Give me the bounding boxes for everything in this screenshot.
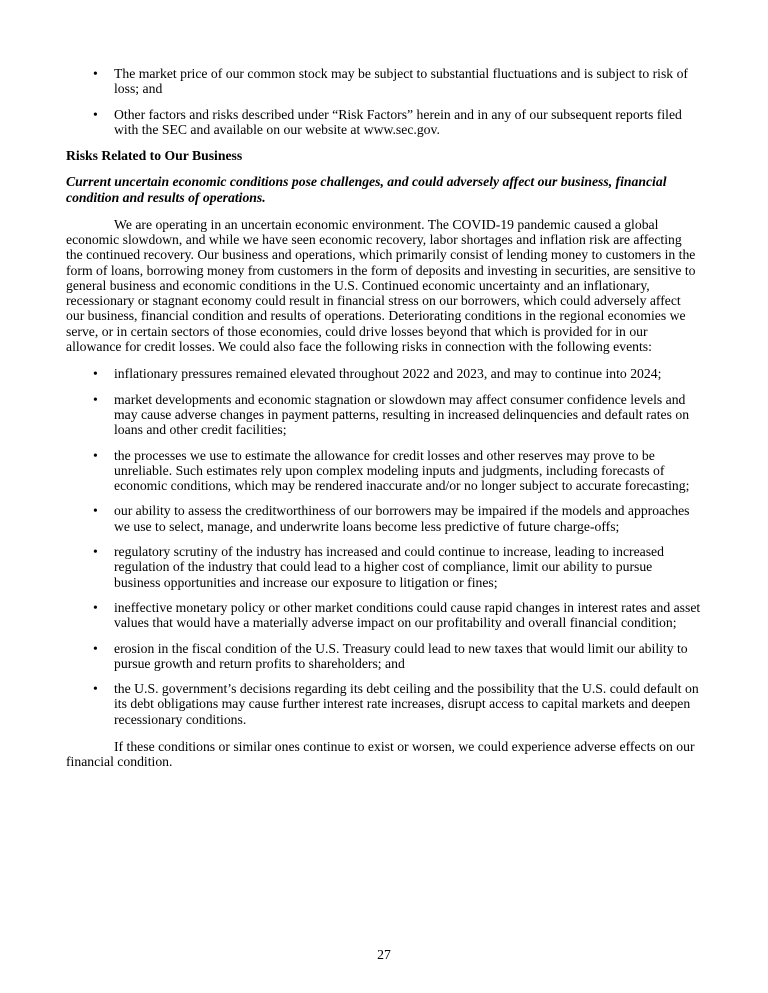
risk-bullet-text: the U.S. government’s decisions regarding its debt ceiling and the possibility that the U.S. could default on its debt obligations may cause further interest rate increases, disrupt access to capital markets and deepen recessionary conditions. — [114, 681, 699, 727]
risk-bullet-item — [66, 392, 701, 438]
bullet-icon: • — [93, 391, 98, 407]
risk-bullet-text: our ability to assess the creditworthiness of our borrowers may be impaired if the models and approaches we use to select, manage, and underwrite loans become less predictive of future charge-offs; — [114, 503, 690, 534]
top-bullet-item — [66, 66, 701, 97]
bullet-icon: • — [93, 366, 98, 382]
section-heading: Risks Related to Our Business — [66, 148, 243, 164]
risk-bullet-item — [66, 641, 701, 672]
risk-bullet-text: market developments and economic stagnation or slowdown may affect consumer confidence levels and may cause adverse changes in payment patterns, resulting in increased delinquencies and default rates on loans and other credit facilities; — [114, 391, 690, 438]
risk-bullet-item — [66, 503, 701, 534]
top-bullet-list — [66, 66, 701, 137]
top-bullet-text: The market price of our common stock may be subject to substantial fluctuations and is subject to risk of loss; and — [114, 66, 688, 97]
bullet-icon: • — [93, 681, 98, 697]
risk-bullet-text: ineffective monetary policy or other market conditions could cause rapid changes in interest rates and asset values that would have a materially adverse impact on our profitability and overall financial condition; — [114, 599, 701, 631]
bullet-icon: • — [93, 106, 98, 122]
bullet-icon: • — [93, 503, 98, 519]
risk-bullet-item — [66, 448, 701, 494]
page-number: 27 — [377, 946, 391, 962]
closing-paragraph: If these conditions or similar ones continue to exist or worsen, we could experience adverse effects on our financial condition. — [66, 738, 695, 770]
top-bullet-text: Other factors and risks described under “Risk Factors” herein and in any of our subsequent reports filed with the SEC and available on our website at www.sec.gov. — [114, 106, 682, 137]
bullet-icon: • — [93, 640, 98, 656]
intro-paragraph: We are operating in an uncertain economic environment. The COVID-19 pandemic caused a global economic slowdown, and while we have seen economic recovery, labor shortages and inflation risk are affecting the continued recovery. Our business and operations, which primarily consist of lending money to customers in the form of loans, borrowing money from customers in the form of deposits and investing in securities, are sensitive to general business and economic conditions in the U.S. Continued economic uncertainty and an inflationary, recessionary or stagnant economy could result in financial stress on our borrowers, which could adversely affect our business, financial condition and results of operations. Deteriorating conditions in the regional economies we serve, or in certain sectors of those economies, could drive losses beyond that which is provided for in our allowance for credit losses. We could also face the following risks in connection with the following events: — [66, 216, 696, 355]
risk-bullet-text: regulatory scrutiny of the industry has increased and could continue to increase, leading to increased regulation of the industry that could lead to a higher cost of compliance, limit our ability to pursue business opportunities and increase our exposure to litigation or fines; — [114, 544, 664, 590]
risk-bullet-item — [66, 366, 701, 381]
risk-bullet-item — [66, 544, 701, 590]
risk-bullet-item — [66, 681, 701, 727]
bullet-icon: • — [93, 599, 98, 615]
bullet-icon: • — [93, 66, 98, 81]
bullet-icon: • — [93, 544, 98, 560]
risk-bullet-item — [66, 600, 701, 631]
risk-bullet-text: inflationary pressures remained elevated throughout 2022 and 2023, and may to continue into 2024; — [114, 366, 662, 382]
risk-subheading: Current uncertain economic conditions pose challenges, and could adversely affect our business, financial condition and results of operations. — [66, 174, 667, 206]
risk-bullet-text: the processes we use to estimate the allowance for credit losses and other reserves may prove to be unreliable. Such estimates rely upon complex modeling inputs and judgments, including forecasts of economic conditions, which may be rendered inaccurate and/or no longer subject to accurate forecasting; — [114, 447, 690, 494]
bullet-icon: • — [93, 447, 98, 463]
risk-bullet-list — [66, 366, 701, 727]
top-bullet-item — [66, 107, 701, 138]
risk-bullet-text: erosion in the fiscal condition of the U.S. Treasury could lead to new taxes that would limit our ability to pursue growth and return profits to shareholders; and — [114, 640, 688, 671]
